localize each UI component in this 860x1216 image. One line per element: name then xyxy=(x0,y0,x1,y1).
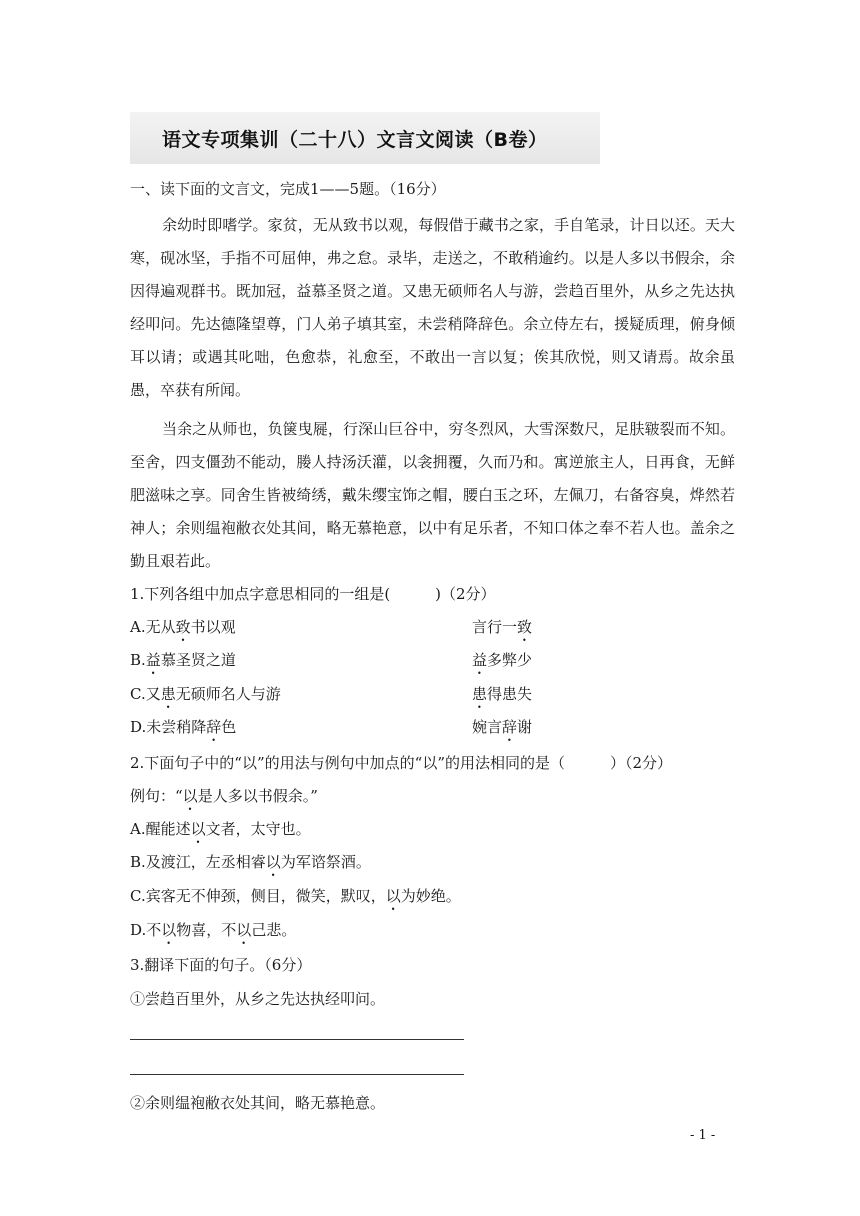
emphasis-dot-char: 辞 xyxy=(206,718,222,736)
question-3-item-1: ①尝趋百里外，从乡之先达执经叩问。 xyxy=(130,990,386,1008)
question-1-option-c: C.又患无硕师名人与游 患得患失 xyxy=(130,684,281,712)
question-1-option-d: D.未尝稍降辞色 婉言辞谢 xyxy=(130,717,236,745)
question-3-item-2: ②余则缊袍敝衣处其间，略无慕艳意。 xyxy=(130,1094,386,1112)
question-2-option-a: A.醒能述以文者，太守也。 xyxy=(130,820,311,838)
emphasis-dot-char: 患 xyxy=(472,685,488,703)
question-2-option-d: D.不以物喜，不以己悲。 xyxy=(130,921,297,939)
page-title: 语文专项集训（二十八）文言文阅读（B卷） xyxy=(162,129,548,151)
emphasis-dot-char: 以 xyxy=(265,853,281,871)
question-1-option-c-compare: 患得患失 xyxy=(472,685,533,703)
question-2-option-b: B.及渡江，左丞相睿以为军谘祭酒。 xyxy=(130,853,371,871)
passage-paragraph-1: 余幼时即嗜学。家贫，无从致书以观，每假借于藏书之家，手自笔录，计日以还。天大寒，砚冰坚，手指不可屈伸，弗之怠。录毕，走送之，不敢稍逾约。以是人多以书假余，余因得遍观群书。既加冠，益慕圣贤之道。又患无硕师名人与游，尝趋百里外，从乡之先达执经叩问。先达德隆望尊，门人弟子填其室，未尝稍降辞色。余立侍左右，援疑质理，俯身倾耳以请；或遇其叱咄，色愈恭，礼愈至，不敢出一言以复；俟其欣悦，则又请焉。故余虽愚，卒获有所闻。 xyxy=(130,216,735,399)
emphasis-dot-char: 以 xyxy=(161,921,177,939)
section-heading: 一、读下面的文言文，完成1——5题。（16分） xyxy=(130,180,446,198)
question-3-stem: 3.翻译下面的句子。（6分） xyxy=(130,956,312,974)
question-1-option-b: B.益慕圣贤之道 益多弊少 xyxy=(130,650,236,678)
page-number: - 1 - xyxy=(690,1128,716,1143)
question-2-stem: 2.下面句子中的“以”的用法与例句中加点的“以”的用法相同的是（ ）（2分） xyxy=(130,754,673,772)
question-1-option-d-compare: 婉言辞谢 xyxy=(472,718,533,736)
emphasis-dot-char: 致 xyxy=(517,618,533,636)
emphasis-dot-char: 以 xyxy=(190,820,206,838)
answer-line xyxy=(130,1039,464,1040)
emphasis-dot-char: 以 xyxy=(385,887,401,905)
emphasis-dot-char: 益 xyxy=(145,651,161,669)
question-1-option-a: A.无从致书以观 言行一致 xyxy=(130,617,236,645)
question-1-option-b-compare: 益多弊少 xyxy=(472,651,533,669)
passage-paragraph-2: 当余之从师也，负箧曳屣，行深山巨谷中，穷冬烈风，大雪深数尺，足肤皲裂而不知。至舍，四支僵劲不能动，媵人持汤沃灌，以衾拥覆，久而乃和。寓逆旅主人，日再食，无鲜肥滋味之享。同舍生皆被绮绣，戴朱缨宝饰之帽，腰白玉之环，左佩刀，右备容臭，烨然若神人；余则缊袍敝衣处其间，略无慕艳意，以中有足乐者，不知口体之奉不若人也。盖余之勤且艰若此。 xyxy=(130,420,735,570)
emphasis-dot-char: 辞 xyxy=(502,718,518,736)
question-2-example: 例句：“以是人多以书假余。” xyxy=(130,787,318,805)
emphasis-dot-char: 以 xyxy=(236,921,252,939)
emphasis-dot-char: 患 xyxy=(160,685,176,703)
emphasis-dot-char: 致 xyxy=(175,618,191,636)
answer-line xyxy=(130,1074,464,1075)
emphasis-dot-char: 益 xyxy=(472,651,488,669)
emphasis-dot-char: 以 xyxy=(182,787,198,805)
question-1-stem: 1.下列各组中加点字意思相同的一组是( )（2分） xyxy=(130,585,496,603)
question-2-option-c: C.宾客无不伸颈，侧目，微笑，默叹，以为妙绝。 xyxy=(130,887,461,905)
question-1-option-a-compare: 言行一致 xyxy=(472,618,533,636)
